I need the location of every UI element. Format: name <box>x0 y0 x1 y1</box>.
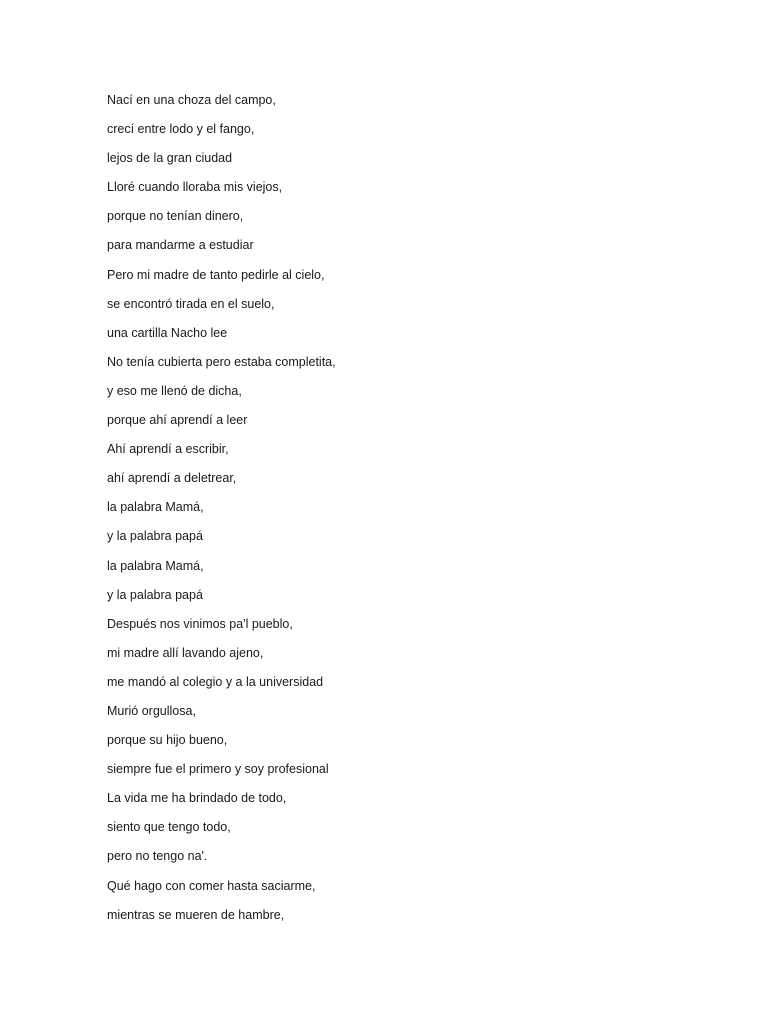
poem-line: No tenía cubierta pero estaba completita, <box>107 354 336 369</box>
poem-line: porque no tenían dinero, <box>107 209 244 224</box>
poem-line: pero no tengo na'. <box>107 849 208 864</box>
poem-line: Qué hago con comer hasta saciarme, <box>107 878 316 893</box>
poem-line: y la palabra papá <box>107 587 203 602</box>
poem-line: la palabra Mamá, <box>107 558 204 573</box>
poem-line: crecí entre lodo y el fango, <box>107 122 255 137</box>
poem-line: la palabra Mamá, <box>107 500 204 515</box>
poem-line: lejos de la gran ciudad <box>107 151 233 166</box>
poem-line: siempre fue el primero y soy profesional <box>107 762 329 777</box>
poem-line: se encontró tirada en el suelo, <box>107 296 275 311</box>
poem-line: siento que tengo todo, <box>107 820 231 835</box>
poem-line: me mandó al colegio y a la universidad <box>107 674 324 689</box>
poem-line: y la palabra papá <box>107 529 203 544</box>
poem-line: Murió orgullosa, <box>107 703 196 718</box>
poem-line: Ahí aprendí a escribir, <box>107 442 229 457</box>
poem-line: Nací en una choza del campo, <box>107 93 276 107</box>
poem-line: Lloré cuando lloraba mis viejos, <box>107 180 283 195</box>
poem-line: ahí aprendí a deletrear, <box>107 471 237 486</box>
poem-line: Pero mi madre de tanto pedirle al cielo, <box>107 267 325 282</box>
poem-line: y eso me llenó de dicha, <box>107 383 242 398</box>
poem-line: porque su hijo bueno, <box>107 733 228 748</box>
poem-line: La vida me ha brindado de todo, <box>107 791 287 806</box>
poem-line: para mandarme a estudiar <box>107 238 254 253</box>
poem-text <box>107 90 336 934</box>
poem-line: Después nos vinimos pa'l pueblo, <box>107 616 293 631</box>
poem-line: una cartilla Nacho lee <box>107 325 228 340</box>
poem-line: mientras se mueren de hambre, <box>107 907 285 922</box>
poem-line: porque ahí aprendí a leer <box>107 413 248 428</box>
poem-line: mi madre allí lavando ajeno, <box>107 645 264 660</box>
